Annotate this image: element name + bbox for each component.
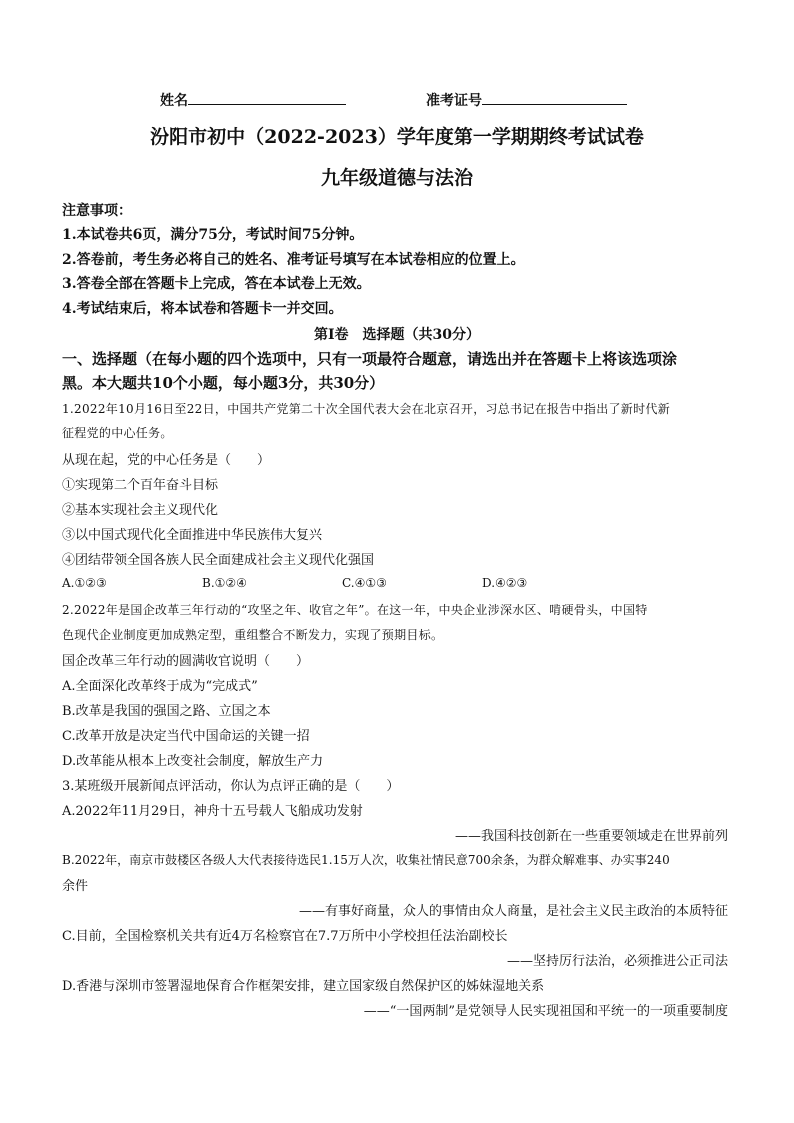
q2-question: 国企改革三年行动的圆满收官说明（ ）: [62, 654, 310, 669]
notes-heading: 注意事项：: [62, 203, 132, 219]
q3-option-b-line2: 余件: [62, 879, 89, 894]
q2-stem-line2: 色现代企业制度更加成熟定型，重组整合不断发力，实现了预期目标。: [62, 628, 444, 642]
q1-option-d[interactable]: D.④②③: [482, 576, 528, 590]
q3-option-b-line1[interactable]: B.2022年，南京市鼓楼区各级人大代表接待选民1.15万人次，收集社情民意700余条，为群众解难事、办实事240: [62, 853, 670, 867]
q3-option-b-comment: ——有事好商量，众人的事情由众人商量，是社会主义民主政治的本质特征: [298, 904, 728, 919]
q1-item: ④团结带领全国各族人民全面建成社会主义现代化强国: [62, 553, 375, 568]
q3-question: 3.某班级开展新闻点评活动，你认为点评正确的是（ ）: [62, 779, 400, 794]
q2-option-b[interactable]: B.改革是我国的强国之路、立国之本: [62, 704, 271, 719]
subject-title: 九年级道德与法治: [320, 167, 473, 189]
note-item: 2.答卷前，考生务必将自己的姓名、准考证号填写在本试卷相应的位置上。: [62, 252, 525, 268]
q1-option-b[interactable]: B.①②④: [202, 576, 247, 590]
exam-id-field: [426, 90, 627, 110]
q1-item: ②基本实现社会主义现代化: [62, 503, 219, 518]
q1-item: ①实现第二个百年奋斗目标: [62, 478, 219, 493]
exam-id-blank[interactable]: [482, 90, 627, 105]
note-item: 4.考试结束后，将本试卷和答题卡一并交回。: [62, 301, 343, 317]
q1-option-a[interactable]: A.①②③: [62, 576, 107, 590]
q3-option-d-comment: ——“一国两制”是党领导人民实现祖国和平统一的一项重要制度: [363, 1004, 728, 1019]
section-instruction-line1: 一、选择题（在每小题的四个选项中，只有一项最符合题意，请选出并在答题卡上将该选项涂: [62, 350, 678, 368]
exam-id-label: 准考证号: [426, 93, 482, 109]
section-instruction-line2: 黑。本大题共10个小题，每小题3分，共30分）: [62, 374, 385, 392]
q3-option-c[interactable]: C.目前，全国检察机关共有近4万名检察官在7.7万所中小学校担任法治副校长: [62, 929, 508, 944]
q1-option-c[interactable]: C.④①③: [342, 576, 387, 590]
q1-question: 从现在起，党的中心任务是（ ）: [62, 453, 271, 468]
q1-item: ③以中国式现代化全面推进中华民族伟大复兴: [62, 528, 323, 543]
note-item: 3.答卷全部在答题卡上完成，答在本试卷上无效。: [62, 276, 371, 292]
note-item: 1.本试卷共6页，满分75分，考试时间75分钟。: [62, 227, 364, 243]
name-field: [160, 90, 346, 110]
q1-stem-line1: 1.2022年10月16日至22日，中国共产党第二十次全国代表大会在北京召开，习总书记在报告中指出了新时代新: [62, 402, 671, 416]
q3-option-c-comment: ——坚持厉行法治，必须推进公正司法: [506, 954, 728, 969]
q2-option-a[interactable]: A.全面深化改革终于成为“完成式”: [62, 679, 258, 694]
q2-option-d[interactable]: D.改革能从根本上改变社会制度，解放生产力: [62, 754, 324, 769]
name-label: 姓名: [160, 93, 188, 109]
section-heading: 第Ⅰ卷 选择题（共30分）: [313, 327, 481, 343]
q1-stem-line2: 征程党的中心任务。: [62, 426, 173, 440]
name-blank[interactable]: [188, 90, 346, 105]
q3-option-a-comment: ——我国科技创新在一些重要领域走在世界前列: [454, 829, 728, 844]
q2-stem-line1: 2.2022年是国企改革三年行动的“攻坚之年、收官之年”。在这一年，中央企业涉深水区、啃硬骨头，中国特: [62, 603, 648, 617]
q2-option-c[interactable]: C.改革开放是决定当代中国命运的关键一招: [62, 729, 310, 744]
q3-option-d[interactable]: D.香港与深圳市签署湿地保育合作框架安排，建立国家级自然保护区的姊妹湿地关系: [62, 979, 545, 994]
exam-title: 汾阳市初中（2022-2023）学年度第一学期期终考试试卷: [150, 126, 644, 148]
q3-option-a[interactable]: A.2022年11月29日，神舟十五号载人飞船成功发射: [62, 804, 363, 819]
